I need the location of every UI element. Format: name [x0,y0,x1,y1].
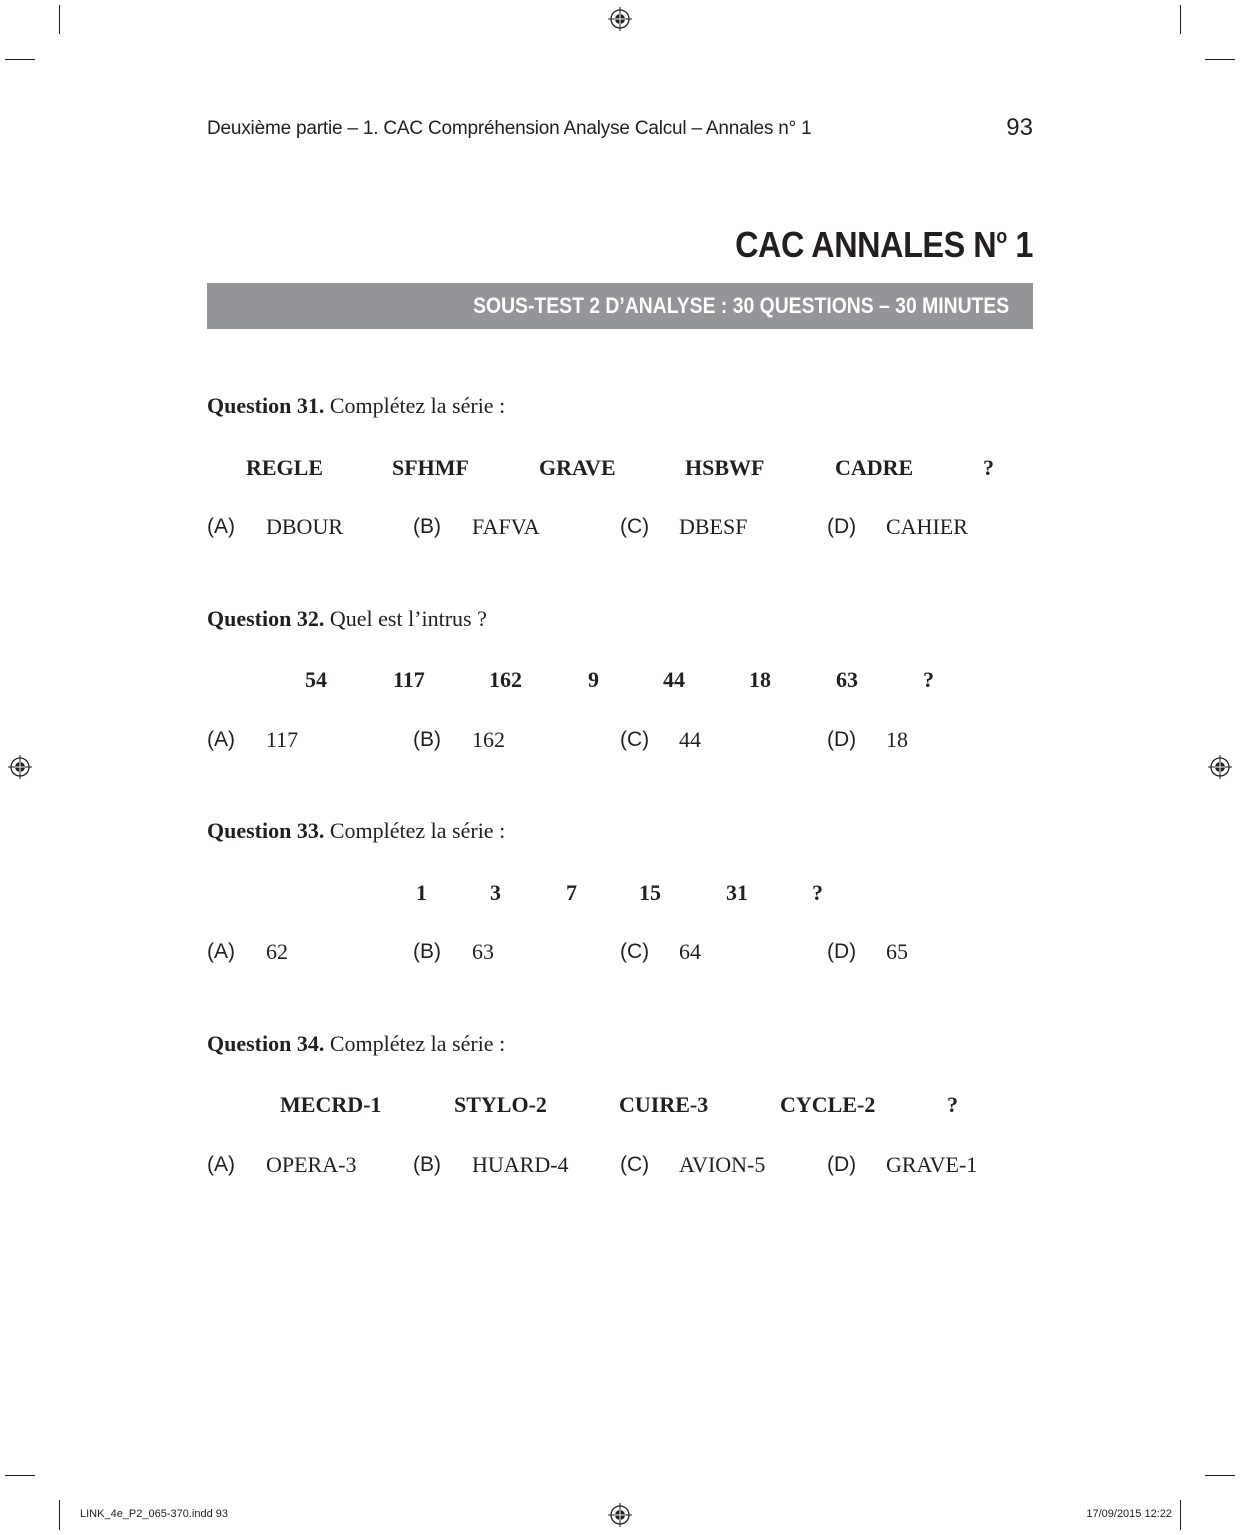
section-banner-text: SOUS-TEST 2 D’ANALYSE : 30 QUESTIONS – 30 MINUTES [472,293,1009,318]
series-item: 63 [836,667,858,692]
crop-mark [59,5,60,34]
series-item: GRAVE [539,455,616,480]
series-item: HSBWF [685,455,765,480]
option-letter: (B) [413,940,441,963]
series-item: 7 [566,880,577,905]
series-item: 1 [416,880,427,905]
option-letter: (C) [620,515,650,538]
crop-mark [1205,59,1235,60]
series-item: 18 [749,667,771,692]
option-value[interactable]: 162 [472,727,505,752]
series-item: 54 [305,667,327,692]
option-value[interactable]: 63 [472,939,494,964]
crop-mark [1205,1475,1235,1476]
option-letter: (D) [827,940,857,963]
option-letter: (D) [827,728,857,751]
option-letter: (C) [620,1153,650,1176]
page-title-number: 1 [1006,224,1033,265]
option-value[interactable]: OPERA-3 [266,1152,357,1177]
crop-mark [1180,1500,1181,1530]
series-item: CYCLE-2 [780,1092,876,1117]
option-value[interactable]: 18 [886,727,908,752]
series-item: ? [983,455,994,480]
option-value[interactable]: 62 [266,939,288,964]
option-letter: (B) [413,1153,441,1176]
page-title-text: CAC ANNALES N [735,224,997,265]
option-letter: (A) [207,1153,235,1176]
option-letter: (D) [827,515,857,538]
option-letter: (D) [827,1153,857,1176]
option-value[interactable]: DBESF [679,514,748,539]
question-heading [207,818,505,844]
series-item: 15 [639,880,661,905]
option-value[interactable]: HUARD-4 [472,1152,569,1177]
option-letter: (B) [413,728,441,751]
option-value[interactable]: FAFVA [472,514,540,539]
question-heading [207,393,505,419]
series-item: ? [947,1092,958,1117]
option-value[interactable]: 44 [679,727,701,752]
question-label: Question 31. [207,393,325,418]
series-item: 3 [490,880,501,905]
crop-mark [1180,5,1181,34]
question-label: Question 33. [207,818,325,843]
option-value[interactable]: 65 [886,939,908,964]
running-header: Deuxième partie – 1. CAC Compréhension Analyse Calcul – Annales n° 1 [207,118,812,139]
option-value[interactable]: GRAVE-1 [886,1152,978,1177]
option-letter: (C) [620,940,650,963]
series-item: CADRE [835,455,914,480]
series-item: ? [923,667,934,692]
registration-mark-icon [608,7,632,31]
question-prompt: Quel est l’intrus ? [324,606,487,631]
option-value[interactable]: 117 [266,727,299,752]
crop-mark [59,1500,60,1530]
option-letter: (A) [207,940,235,963]
series-item: MECRD-1 [280,1092,382,1117]
option-letter: (B) [413,515,441,538]
option-value[interactable]: AVION-5 [679,1152,766,1177]
series-item: SFHMF [392,455,469,480]
question-label: Question 32. [207,606,325,631]
series-item: 9 [588,667,599,692]
page-title [735,224,1033,266]
option-letter: (C) [620,728,650,751]
question-heading [207,1031,505,1057]
series-item: 31 [726,880,748,905]
question-prompt: Complétez la série : [324,1031,506,1056]
question-heading [207,606,487,632]
page-number: 93 [1006,114,1033,141]
option-letter: (A) [207,728,235,751]
question-label: Question 34. [207,1031,325,1056]
series-item: 117 [393,667,425,692]
series-item: CUIRE-3 [619,1092,709,1117]
option-value[interactable]: CAHIER [886,514,968,539]
registration-mark-icon [1208,755,1232,779]
series-item: 44 [663,667,685,692]
question-prompt: Complétez la série : [324,393,506,418]
page-title-superscript: o [996,226,1007,248]
series-item: REGLE [246,455,324,480]
slug-filename: LINK_4e_P2_065-370.indd 93 [80,1508,229,1520]
option-value[interactable]: DBOUR [266,514,344,539]
crop-mark [5,1475,35,1476]
series-item: ? [812,880,823,905]
registration-mark-icon [8,755,32,779]
section-banner [207,283,1033,329]
option-value[interactable]: 64 [679,939,701,964]
series-item: STYLO-2 [454,1092,547,1117]
registration-mark-icon [608,1503,632,1527]
option-letter: (A) [207,515,235,538]
slug-datetime: 17/09/2015 12:22 [1086,1508,1172,1520]
series-item: 162 [489,667,522,692]
question-prompt: Complétez la série : [324,818,506,843]
crop-mark [5,59,35,60]
